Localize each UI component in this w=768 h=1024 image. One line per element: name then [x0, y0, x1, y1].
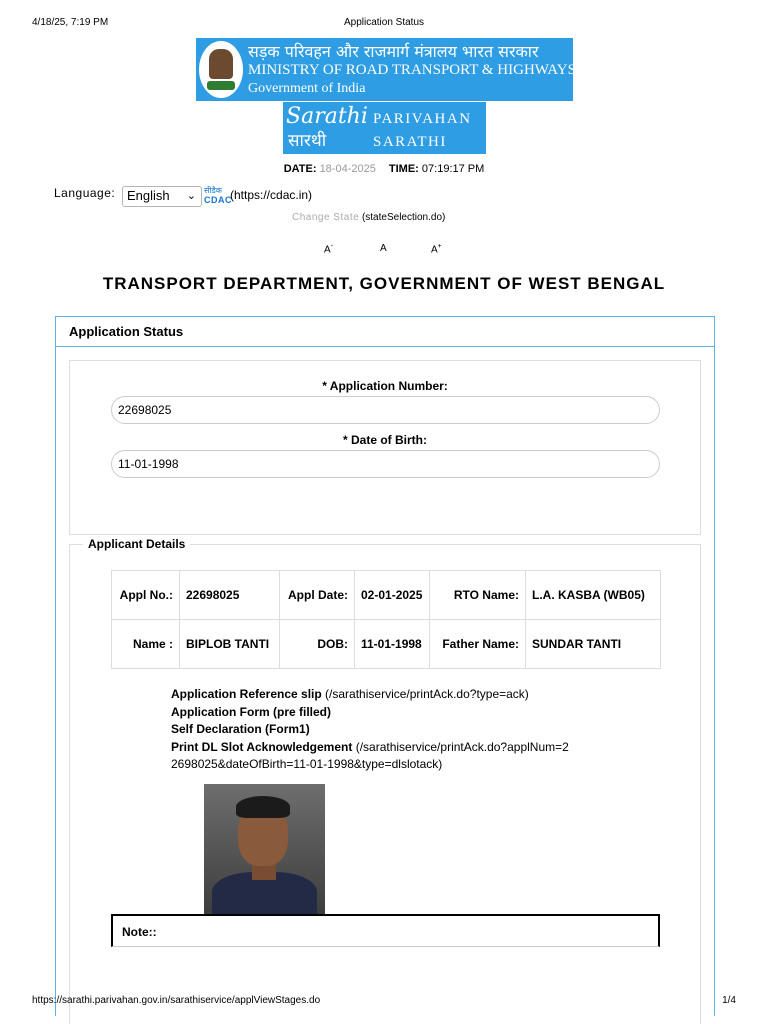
print-datetime: 4/18/25, 7:19 PM — [32, 17, 109, 28]
ministry-banner — [196, 38, 576, 101]
cdac-logo-english: CDAC — [204, 195, 232, 205]
date-value: 18-04-2025 — [319, 163, 376, 175]
print-page-number: 1/4 — [722, 995, 736, 1006]
change-state-label: Change State — [292, 212, 360, 223]
dob-label: * Date of Birth: — [343, 433, 427, 447]
government-of-india: Government of India — [248, 81, 366, 96]
search-form — [69, 360, 701, 535]
rto-name-label: RTO Name: — [430, 571, 526, 620]
ministry-english-title: MINISTRY OF ROAD TRANSPORT & HIGHWAYS — [248, 62, 576, 78]
application-number-label: * Application Number: — [322, 379, 448, 393]
note-box — [111, 914, 660, 947]
table-row — [112, 620, 661, 669]
print-title: Application Status — [343, 17, 425, 28]
print-url: https://sarathi.parivahan.gov.in/sarathiservice/applViewStages.do — [32, 995, 321, 1006]
font-increase-button[interactable]: A+ — [431, 243, 442, 256]
applicant-photo — [204, 784, 325, 915]
language-label: Language: — [54, 186, 116, 200]
dob-detail-value: 11-01-1998 — [355, 620, 430, 669]
parivahan-text: PARIVAHAN — [373, 111, 472, 127]
sarathi-text: SARATHI — [373, 134, 447, 150]
ministry-hindi-title: सड़क परिवहन और राजमार्ग मंत्रालय भारत सरकार — [248, 42, 539, 61]
application-number-input[interactable]: 22698025 — [111, 396, 660, 424]
note-label: Note:: — [122, 925, 157, 939]
sarathi-logo-latin: Sarathi — [286, 104, 368, 129]
font-decrease-button[interactable]: A- — [324, 243, 334, 256]
language-select[interactable] — [122, 186, 202, 207]
applicant-details-legend: Applicant Details — [83, 537, 190, 551]
application-status-panel — [55, 316, 715, 1016]
font-normal-button[interactable]: A — [380, 243, 387, 254]
cdac-logo[interactable] — [204, 185, 230, 207]
table-row — [112, 571, 661, 620]
print-footer — [32, 995, 736, 1009]
appl-date-value: 02-01-2025 — [355, 571, 430, 620]
chevron-down-icon: ⌄ — [186, 190, 196, 202]
change-state-link[interactable] — [292, 212, 445, 223]
appl-no-label: Appl No.: — [112, 571, 180, 620]
father-name-label: Father Name: — [430, 620, 526, 669]
sarathi-logo — [286, 104, 368, 152]
rto-name-value: L.A. KASBA (WB05) — [526, 571, 661, 620]
cdac-link-url[interactable]: (https://cdac.in) — [230, 188, 313, 202]
document-links — [171, 686, 571, 774]
panel-title: Application Status — [69, 324, 184, 339]
appl-no-value: 22698025 — [180, 571, 280, 620]
name-value: BIPLOB TANTI — [180, 620, 280, 669]
applicant-details-table — [111, 570, 661, 669]
print-header — [32, 17, 736, 31]
cdac-logo-hindi: सीडैक — [204, 186, 222, 195]
name-label: Name : — [112, 620, 180, 669]
time-value: 07:19:17 PM — [421, 163, 485, 175]
national-emblem-icon — [199, 41, 243, 98]
date-label: DATE: — [283, 163, 317, 175]
appl-date-label: Appl Date: — [280, 571, 355, 620]
change-state-url: (stateSelection.do) — [361, 212, 446, 223]
date-time-bar — [0, 163, 768, 175]
dob-detail-label: DOB: — [280, 620, 355, 669]
dob-input[interactable]: 11-01-1998 — [111, 450, 660, 478]
self-declaration-link[interactable]: Self Declaration (Form1) — [171, 722, 310, 736]
sarathi-banner[interactable] — [283, 102, 486, 154]
application-form-link[interactable]: Application Form (pre filled) — [171, 704, 332, 719]
sarathi-logo-hindi: सारथी — [288, 131, 327, 151]
reference-slip-link[interactable]: Application Reference slip (/sarathiservice/printAck.do?type=ack) — [171, 687, 529, 701]
time-label: TIME: — [388, 163, 419, 175]
father-name-value: SUNDAR TANTI — [526, 620, 661, 669]
dl-slot-ack-link[interactable]: Print DL Slot Acknowledgement (/sarathiservice/printAck.do?applNum=22698025&dateOfBirth=11-01-1998&type=dlslotack) — [171, 739, 569, 771]
applicant-details-fieldset — [69, 537, 701, 1024]
language-selected-value: English — [127, 188, 170, 203]
department-title: TRANSPORT DEPARTMENT, GOVERNMENT OF WEST BENGAL — [102, 274, 666, 293]
panel-header — [56, 317, 714, 347]
